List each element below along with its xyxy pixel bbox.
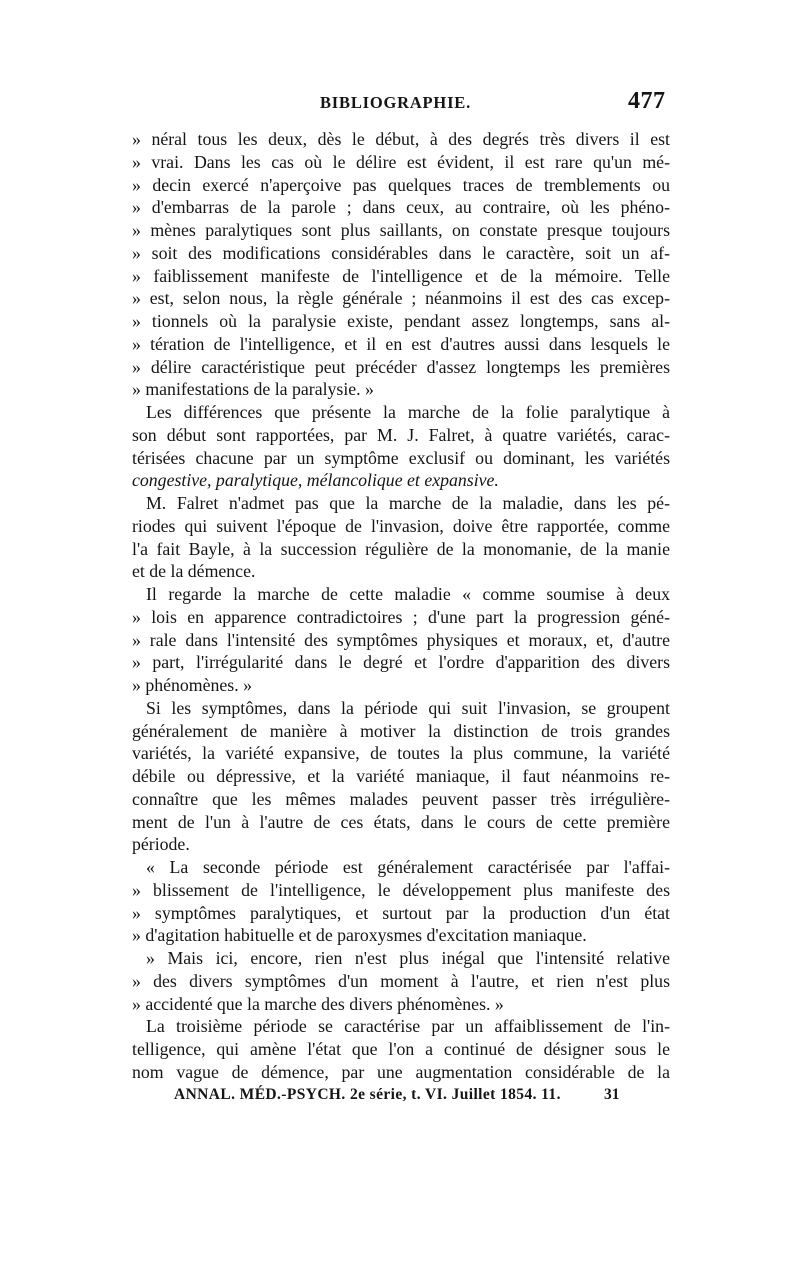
text-line: période. (132, 834, 190, 855)
text-line: variétés, la variété expansive, de toutes la plus commune, la variété (132, 743, 670, 764)
text-line: ment de l'un à l'autre de ces états, dans le cours de cette première (132, 811, 670, 832)
text-line: térisées chacune par un symptôme exclusif ou dominant, les variétés (132, 447, 670, 468)
text-line: » faiblissement manifeste de l'intelligence et de la mémoire. Telle (132, 265, 670, 286)
text-line: » néral tous les deux, dès le début, à des degrés très divers il est (132, 129, 670, 149)
body-text (132, 128, 670, 1084)
page-footer (0, 1086, 800, 1108)
text-line: » part, l'irrégularité dans le degré et l'ordre d'apparition des divers (132, 652, 670, 673)
text-line: telligence, qui amène l'état que l'on a continué de désigner sous le (132, 1039, 670, 1059)
text-line: » vrai. Dans les cas où le délire est évident, il est rare qu'un mé- (132, 151, 670, 172)
text-line: » des divers symptômes d'un moment à l'autre, et rien n'est plus (132, 970, 670, 991)
text-line: » manifestations de la paralysie. » (132, 379, 374, 400)
text-line: » decin exercé n'aperçoive pas quelques traces de tremblements ou (132, 174, 670, 195)
text-line: M. Falret n'admet pas que la marche de la maladie, dans les pé- (146, 493, 670, 513)
text-line: Il regarde la marche de cette maladie « comme soumise à deux (146, 584, 670, 604)
text-line: » accidenté que la marche des divers phénomènes. » (132, 993, 504, 1014)
text-line: » d'embarras de la parole ; dans ceux, au contraire, où les phéno- (132, 197, 670, 218)
text-line: » rale dans l'intensité des symptômes physiques et moraux, et, d'autre (132, 629, 670, 650)
text-line: » soit des modifications considérables dans le caractère, soit un af- (132, 242, 670, 263)
text-line: » phénomènes. » (132, 675, 252, 695)
page-number: 477 (628, 88, 666, 114)
text-line: » symptômes paralytiques, et surtout par la production d'un état (132, 902, 670, 923)
text-line: son début sont rapportées, par M. J. Falret, à quatre variétés, carac- (132, 424, 670, 445)
text-line: et de la démence. (132, 561, 256, 582)
page-header (0, 88, 800, 117)
text-line: » est, selon nous, la règle générale ; néanmoins il est des cas excep- (132, 288, 670, 309)
text-line: » délire caractéristique peut précéder d'assez longtemps les premières (132, 356, 670, 377)
text-line: Si les symptômes, dans la période qui suit l'invasion, se groupent (146, 697, 670, 718)
text-line: « La seconde période est généralement caractérisée par l'affai- (146, 857, 670, 877)
text-line: congestive, paralytique, mélancolique et expansive. (132, 470, 499, 491)
text-line: » tionnels où la paralysie existe, pendant assez longtemps, sans al- (132, 311, 670, 331)
text-line: l'a fait Bayle, à la succession régulière de la monomanie, de la manie (132, 538, 670, 559)
text-line: Les différences que présente la marche de la folie paralytique à (146, 402, 670, 422)
text-line: » lois en apparence contradictoires ; d'une part la progression géné- (132, 606, 670, 627)
text-line: nom vague de démence, par une augmentation considérable de la (132, 1061, 670, 1082)
text-line: riodes qui suivent l'époque de l'invasion, doive être rapportée, comme (132, 515, 670, 536)
running-head: BIBLIOGRAPHIE. (320, 93, 472, 112)
text-line: » tération de l'intelligence, et il en est d'autres aussi dans lesquels le (132, 333, 670, 354)
text-line: La troisième période se caractérise par un affaiblissement de l'in- (146, 1016, 670, 1037)
text-line: » mènes paralytiques sont plus saillants, on constate presque toujours (132, 220, 670, 240)
text-line: débile ou dépressive, et la variété maniaque, il faut néanmoins re- (132, 766, 670, 786)
text-line: connaître que les mêmes malades peuvent passer très irrégulière- (132, 788, 670, 809)
text-line: » blissement de l'intelligence, le développement plus manifeste des (132, 879, 670, 900)
text-line: » d'agitation habituelle et de paroxysmes d'excitation maniaque. (132, 925, 587, 946)
text-line: généralement de manière à motiver la distinction de trois grandes (132, 720, 670, 741)
text-line: » Mais ici, encore, rien n'est plus inégal que l'intensité relative (146, 948, 670, 968)
sheet-number: 31 (604, 1086, 620, 1103)
printer-signature: ANNAL. MÉD.-PSYCH. 2e série, t. VI. Juillet 1854. 11. (174, 1086, 561, 1103)
